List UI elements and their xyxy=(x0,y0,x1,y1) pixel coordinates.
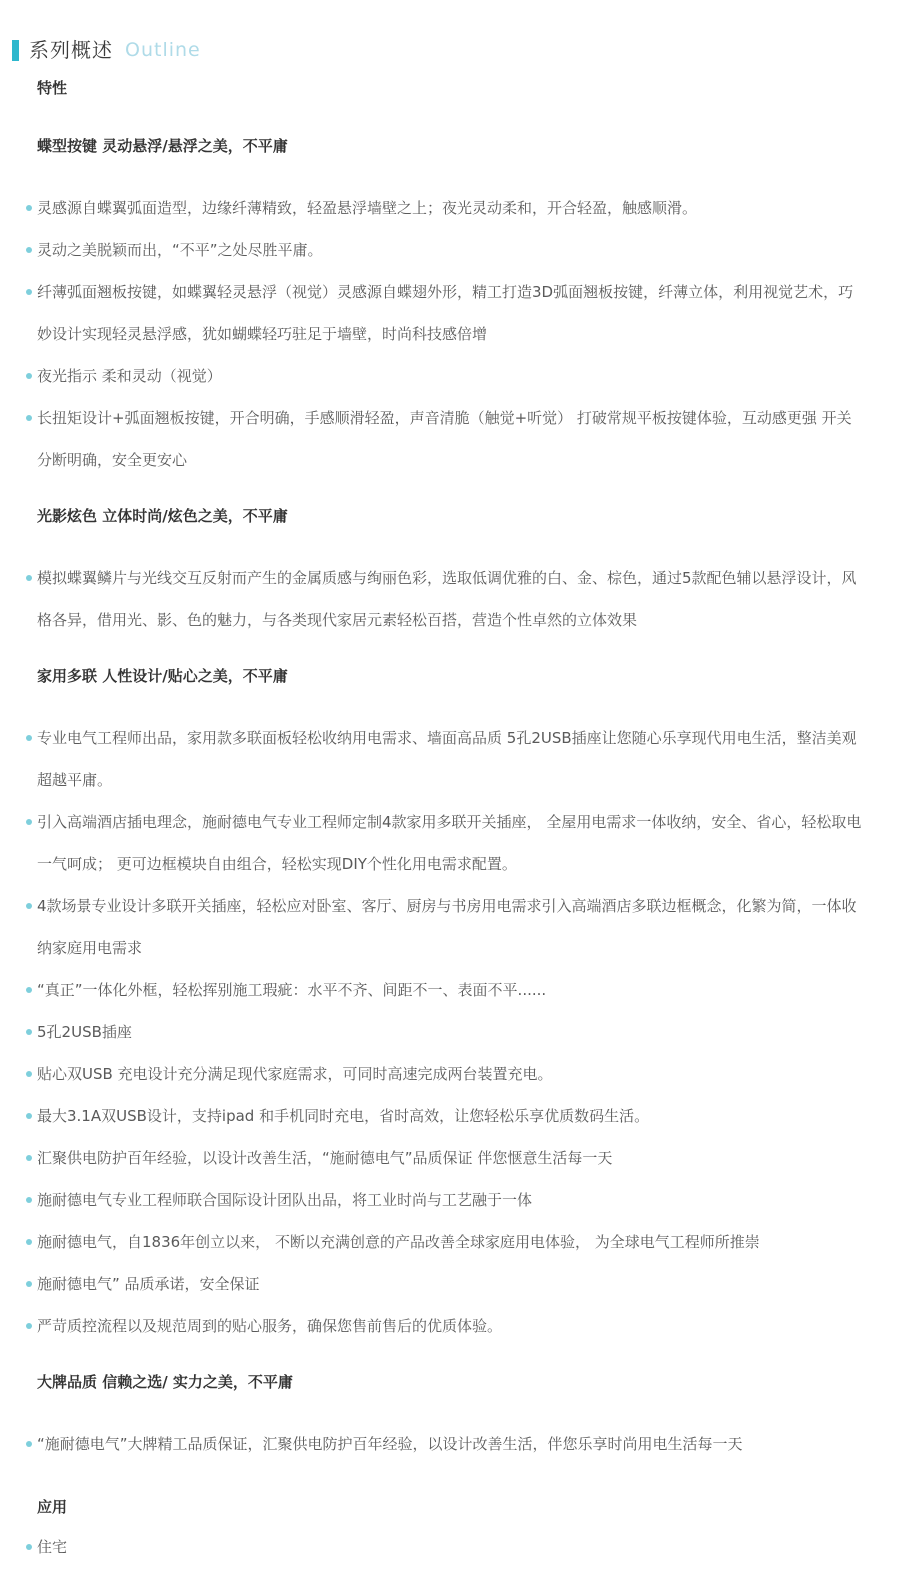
list-item-text: 4款场景专业设计多联开关插座，轻松应对卧室、客厅、厨房与书房用电需求引入高端酒店多联边框概念，化繁为简，一体收纳家庭用电需求 xyxy=(37,897,857,957)
bullet-dot xyxy=(26,819,32,825)
list-item-text: 施耐德电气” 品质承诺，安全保证 xyxy=(37,1275,260,1293)
bullet-dot xyxy=(26,205,32,211)
list-item-text: 严苛质控流程以及规范周到的贴心服务，确保您售前售后的优质体验。 xyxy=(37,1317,503,1335)
feature-list-multigang xyxy=(37,717,862,1347)
list-item xyxy=(37,1263,862,1305)
list-item xyxy=(37,1053,862,1095)
section-heading-butterfly: 蝶型按键 灵动悬浮/悬浮之美，不平庸 xyxy=(37,137,288,155)
list-item-text: 施耐德电气专业工程师联合国际设计团队出品，将工业时尚与工艺融于一体 xyxy=(37,1191,533,1209)
page-title-row xyxy=(12,38,900,62)
list-item xyxy=(37,1179,862,1221)
list-item xyxy=(37,885,862,969)
list-item xyxy=(37,1011,862,1053)
list-item-text: 灵动之美脱颖而出，“不平”之处尽胜平庸。 xyxy=(37,241,323,259)
bullet-dot xyxy=(26,1544,32,1550)
page-title-en: Outline xyxy=(125,39,201,61)
list-item-text: 夜光指示 柔和灵动（视觉） xyxy=(37,367,222,385)
list-item-text: 引入高端酒店插电理念，施耐德电气专业工程师定制4款家用多联开关插座， 全屋用电需求一体收纳，安全、省心，轻松取电一气呵成； 更可边框模块自由组合，轻松实现DIY个性化用电需求配置。 xyxy=(37,813,862,873)
list-item-text: 纤薄弧面翘板按键，如蝶翼轻灵悬浮（视觉）灵感源自蝶翅外形，精工打造3D弧面翘板按键，纤薄立体，利用视觉艺术，巧妙设计实现轻灵悬浮感，犹如蝴蝶轻巧驻足于墙壁，时尚科技感倍增 xyxy=(37,283,854,343)
list-item xyxy=(37,187,862,229)
bullet-dot xyxy=(26,1281,32,1287)
list-item xyxy=(37,969,862,1011)
list-item-text: 模拟蝶翼鳞片与光线交互反射而产生的金属质感与绚丽色彩，选取低调优雅的白、金、棕色，通过5款配色辅以悬浮设计，风格各异，借用光、影、色的魅力，与各类现代家居元素轻松百搭，营造个性卓然的立体效果 xyxy=(37,569,857,629)
bullet-dot xyxy=(26,1071,32,1077)
list-item xyxy=(37,717,862,801)
list-item xyxy=(37,1221,862,1263)
list-item xyxy=(37,1423,862,1465)
feature-list-brand xyxy=(37,1423,862,1465)
bullet-dot xyxy=(26,415,32,421)
list-item xyxy=(37,397,862,481)
bullet-dot xyxy=(26,373,32,379)
list-item-text: 最大3.1A双USB设计，支持ipad 和手机同时充电，省时高效，让您轻松乐享优质数码生活。 xyxy=(37,1107,650,1125)
list-item-text: 汇聚供电防护百年经验，以设计改善生活，“施耐德电气”品质保证 伴您惬意生活每一天 xyxy=(37,1149,613,1167)
list-item-text: 贴心双USB 充电设计充分满足现代家庭需求，可同时高速完成两台装置充电。 xyxy=(37,1065,553,1083)
list-item xyxy=(37,229,862,271)
bullet-dot xyxy=(26,1323,32,1329)
list-item xyxy=(37,1095,862,1137)
bullet-dot xyxy=(26,289,32,295)
application-heading: 应用 xyxy=(37,1498,68,1516)
section-heading-multigang: 家用多联 人性设计/贴心之美，不平庸 xyxy=(37,667,288,685)
list-item xyxy=(37,1305,862,1347)
list-item xyxy=(37,801,862,885)
page-title: 系列概述 xyxy=(29,38,113,62)
list-item-text: 住宅 xyxy=(37,1538,68,1556)
bullet-dot xyxy=(26,735,32,741)
list-item xyxy=(37,1137,862,1179)
section-heading-lightcolor: 光影炫色 立体时尚/炫色之美，不平庸 xyxy=(37,507,288,525)
feature-list-lightcolor xyxy=(37,557,862,641)
feature-list-butterfly xyxy=(37,187,862,481)
bullet-dot xyxy=(26,1113,32,1119)
bullet-dot xyxy=(26,1029,32,1035)
list-item-text: 灵感源自蝶翼弧面造型，边缘纤薄精致，轻盈悬浮墙壁之上；夜光灵动柔和，开合轻盈，触感顺滑。 xyxy=(37,199,698,217)
outline-content xyxy=(37,80,862,1568)
bullet-dot xyxy=(26,247,32,253)
list-item xyxy=(37,557,862,641)
list-item-text: “施耐德电气”大牌精工品质保证，汇聚供电防护百年经验，以设计改善生活，伴您乐享时尚用电生活每一天 xyxy=(37,1435,743,1453)
bullet-dot xyxy=(26,903,32,909)
list-item-text: 5孔2USB插座 xyxy=(37,1023,132,1041)
bullet-dot xyxy=(26,575,32,581)
bullet-dot xyxy=(26,1197,32,1203)
list-item-text: “真正”一体化外框，轻松挥别施工瑕疵：水平不齐、间距不一、表面不平...... xyxy=(37,981,547,999)
bullet-dot xyxy=(26,1155,32,1161)
list-item-text: 长扭矩设计+弧面翘板按键，开合明确，手感顺滑轻盈，声音清脆（触觉+听觉） 打破常规平板按键体验，互动感更强 开关分断明确，安全更安心 xyxy=(37,409,852,469)
bullet-dot xyxy=(26,987,32,993)
features-heading: 特性 xyxy=(37,79,68,97)
bullet-dot xyxy=(26,1239,32,1245)
accent-bar xyxy=(12,40,19,61)
list-item-text: 施耐德电气，自1836年创立以来， 不断以充满创意的产品改善全球家庭用电体验， 为全球电气工程师所推崇 xyxy=(37,1233,760,1251)
section-heading-brand: 大牌品质 信赖之选/ 实力之美，不平庸 xyxy=(37,1373,293,1391)
application-list xyxy=(37,1526,862,1568)
list-item xyxy=(37,271,862,355)
list-item xyxy=(37,355,862,397)
list-item xyxy=(37,1526,862,1568)
bullet-dot xyxy=(26,1441,32,1447)
list-item-text: 专业电气工程师出品，家用款多联面板轻松收纳用电需求、墙面高品质 5孔2USB插座让您随心乐享现代用电生活，整洁美观超越平庸。 xyxy=(37,729,857,789)
